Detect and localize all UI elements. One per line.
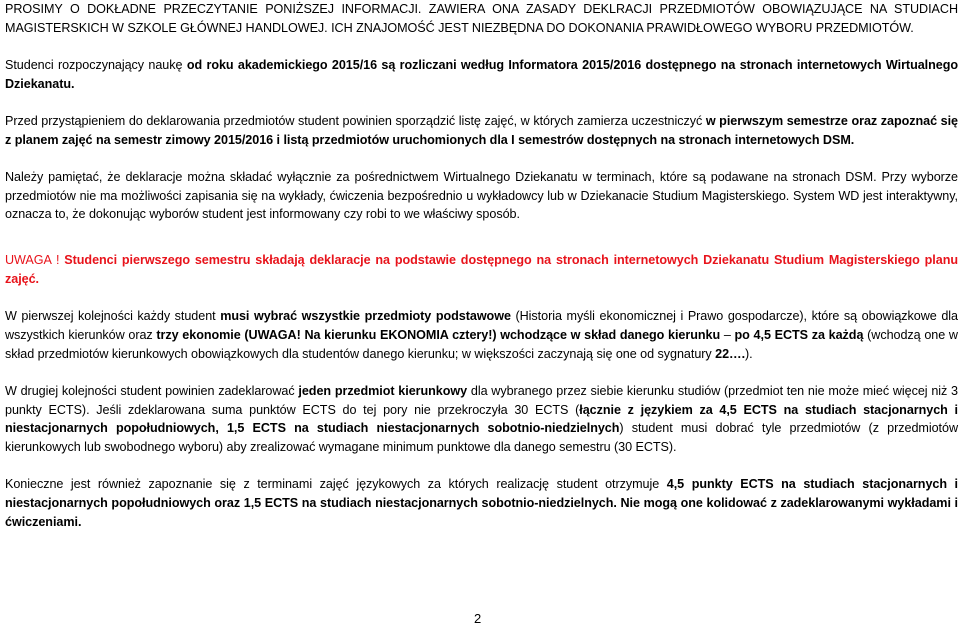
- text-run: (wchodzą one w skład przedmiotów kierunkowych obowiązkowych dla studentów danego kierunku; w większości zaczynają się one od sygnatury: [5, 327, 958, 361]
- text-run: Przed przystąpieniem do deklarowania przedmiotów student powinien sporządzić listę zajęć, w których zamierza uczestniczyć: [5, 114, 706, 128]
- paragraph-gap: [5, 289, 958, 308]
- text-run: ).: [745, 346, 753, 361]
- paragraph-before-declaring: [5, 112, 958, 149]
- paragraph-intro-caps: [5, 0, 958, 37]
- paragraph-language-classes: [5, 475, 958, 531]
- text-run-bold: 22….: [715, 346, 746, 361]
- paragraph-informator: [5, 56, 958, 93]
- paragraph-gap: [5, 457, 958, 476]
- warning-label: UWAGA !: [5, 253, 65, 268]
- text-run: –: [720, 327, 735, 342]
- paragraph-gap: [5, 224, 958, 251]
- paragraph-wd-system: [5, 168, 958, 224]
- text-run-bold: musi wybrać wszystkie przedmioty podstawowe: [220, 309, 511, 324]
- paragraph-gap: [5, 37, 958, 56]
- paragraph-gap: [5, 149, 958, 168]
- text-run-bold: trzy ekonomie (UWAGA! Na kierunku EKONOMIA cztery!): [156, 327, 497, 342]
- text-run: (Historia myśli ekonomicznej i Prawo gospodarcze), które są obowiązkowe dla wszystkich kierunków oraz: [5, 309, 958, 342]
- text-run: dla wybranego przez siebie kierunku studiów (przedmiot ten nie może mieć więcej niż 3 punkty ECTS). Jeśli zdeklarowana suma punktów ECTS do tej pory nie przekroczyła 30 ECTS (: [5, 383, 959, 417]
- text-run-bold: w pierwszym semestrze oraz zapoznać się z planem zajęć na semestr zimowy 2015/2016 i listą przedmiotów uruchomionych dla I semestrów dostępnych na stronach internetowych DSM.: [5, 114, 958, 147]
- text-run: W pierwszej kolejności każdy student: [5, 309, 221, 324]
- document-page: [5, 0, 958, 531]
- paragraph-gap: [5, 93, 958, 112]
- text-run: Należy pamiętać, że deklaracje można składać wyłącznie za pośrednictwem Wirtualnego Dziekanatu w terminach, które są podawane na stronach DSM. Przy wyborze przedmiotów nie ma możliwości zapisania się na wykłady, ćwiczenia bezpośrednio u wykładowcy lub w Dziekanacie Studium Magisterskiego. System WD jest interaktywny, oznacza to, że dokonując wyborów student jest informowany czy robi to we właściwy sposób.: [5, 170, 958, 222]
- text-run-bold: Studenci pierwszego semestru składają deklaracje na podstawie dostępnego na stronach internetowych Dziekanatu Studium Magisterskiego planu zajęć.: [5, 253, 958, 286]
- text-run-bold: 4,5 punkty ECTS na studiach stacjonarnych i niestacjonarnych popołudniowych oraz 1,5 ECTS na studiach niestacjonarnych sobotnio-niedzielnych. Nie mogą one kolidować z zadeklarowanymi wykładami i ćwiczeniami.: [5, 477, 958, 529]
- text-run-bold: po 4,5 ECTS za każdą: [734, 327, 864, 342]
- text-run: Konieczne jest również zapoznanie się z terminami zajęć językowych za których realizację student otrzymuje: [5, 477, 667, 492]
- text-run-bold: od roku akademickiego 2015/16 są rozliczani według Informatora 2015/2016 dostępnego na stronach internetowych Wirtualnego Dziekanatu.: [5, 58, 958, 91]
- text-run-bold: wchodzące w skład danego kierunku: [496, 327, 721, 342]
- text-run: ) student musi dobrać tyle przedmiotów (z przedmiotów kierunkowych lub swobodnego wyboru) aby zrealizować wymagane minimum punktowe dla danego semestru (30 ECTS).: [5, 421, 958, 454]
- text-run: Studenci rozpoczynający naukę: [5, 58, 187, 72]
- text-run-bold: jeden przedmiot kierunkowy: [298, 383, 468, 398]
- text-run: PROSIMY O DOKŁADNE PRZECZYTANIE PONIŻSZEJ INFORMACJI. ZAWIERA ONA ZASADY DEKLRACJI PRZEDMIOTÓW OBOWIĄZUJĄCE NA STUDIACH MAGISTERSKICH W SZKOLE GŁÓWNEJ HANDLOWEJ. ICH ZNAJOMOŚĆ JEST NIEZBĘDNA DO DOKONANIA PRAWIDŁOWEGO WYBORU PRZEDMIOTÓW.: [5, 2, 958, 35]
- paragraph-second-order: [5, 382, 958, 457]
- text-run: W drugiej kolejności student powinien zadeklarować: [5, 383, 299, 398]
- paragraph-warning: [5, 251, 958, 288]
- text-run-bold: łącznie z językiem za 4,5 ECTS na studiach stacjonarnych i niestacjonarnych popołudniowych, 1,5 ECTS na studiach niestacjonarnych sobotnio-niedzielnych: [5, 402, 959, 436]
- paragraph-first-order: [5, 307, 958, 363]
- page-number: 2: [474, 611, 482, 626]
- paragraph-gap: [5, 363, 958, 382]
